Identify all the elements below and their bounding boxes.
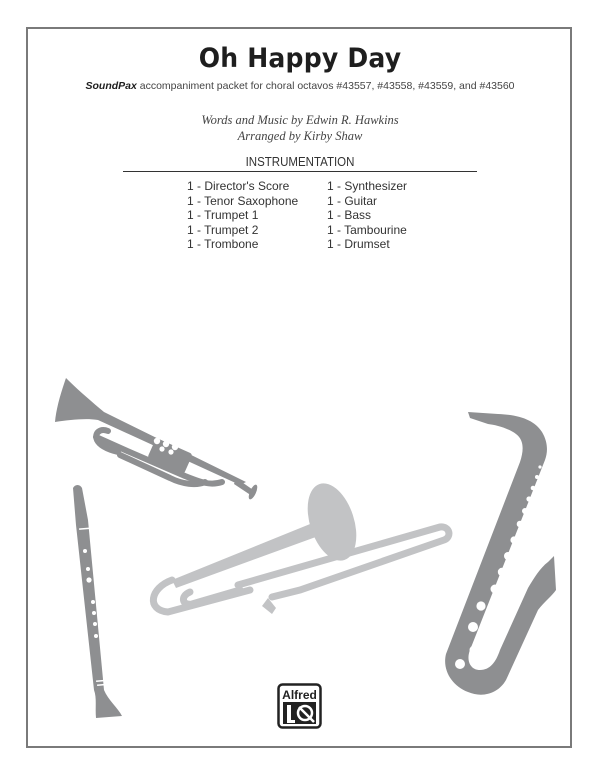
list-item: 1 - Director's Score <box>187 179 290 193</box>
list-item: 1 - Trumpet 1 <box>187 208 259 222</box>
subtitle-text: accompaniment packet for choral octavos #43557, #43558, #43559, and #43560 <box>136 80 515 92</box>
list-item: 1 - Tenor Saxophone <box>187 193 299 208</box>
arranger-credit: Arranged by Kirby Shaw <box>237 129 363 143</box>
list-item: 1 - Bass <box>327 208 372 222</box>
list-item: 1 - Trumpet 2 <box>187 222 259 237</box>
list-item: 1 - Trombone <box>187 237 259 251</box>
words-music-credit: Words and Music by Edwin R. Hawkins <box>201 113 399 127</box>
list-item: 1 - Drumset <box>327 237 390 251</box>
brand-name: SoundPax <box>85 80 137 92</box>
alfred-logo <box>277 683 322 729</box>
page-title: Oh Happy Day <box>198 43 402 74</box>
trombone-icon <box>153 477 449 614</box>
list-item: 1 - Synthesizer <box>327 179 408 193</box>
list-item: 1 - Guitar <box>327 193 378 208</box>
logo-text: Alfred <box>282 688 317 702</box>
clarinet-icon <box>73 485 122 718</box>
instrumentation-heading: INSTRUMENTATION <box>245 155 355 169</box>
tenor-saxophone-icon <box>445 412 556 695</box>
list-item: 1 - Tambourine <box>327 222 407 237</box>
trumpet-icon <box>55 378 259 501</box>
